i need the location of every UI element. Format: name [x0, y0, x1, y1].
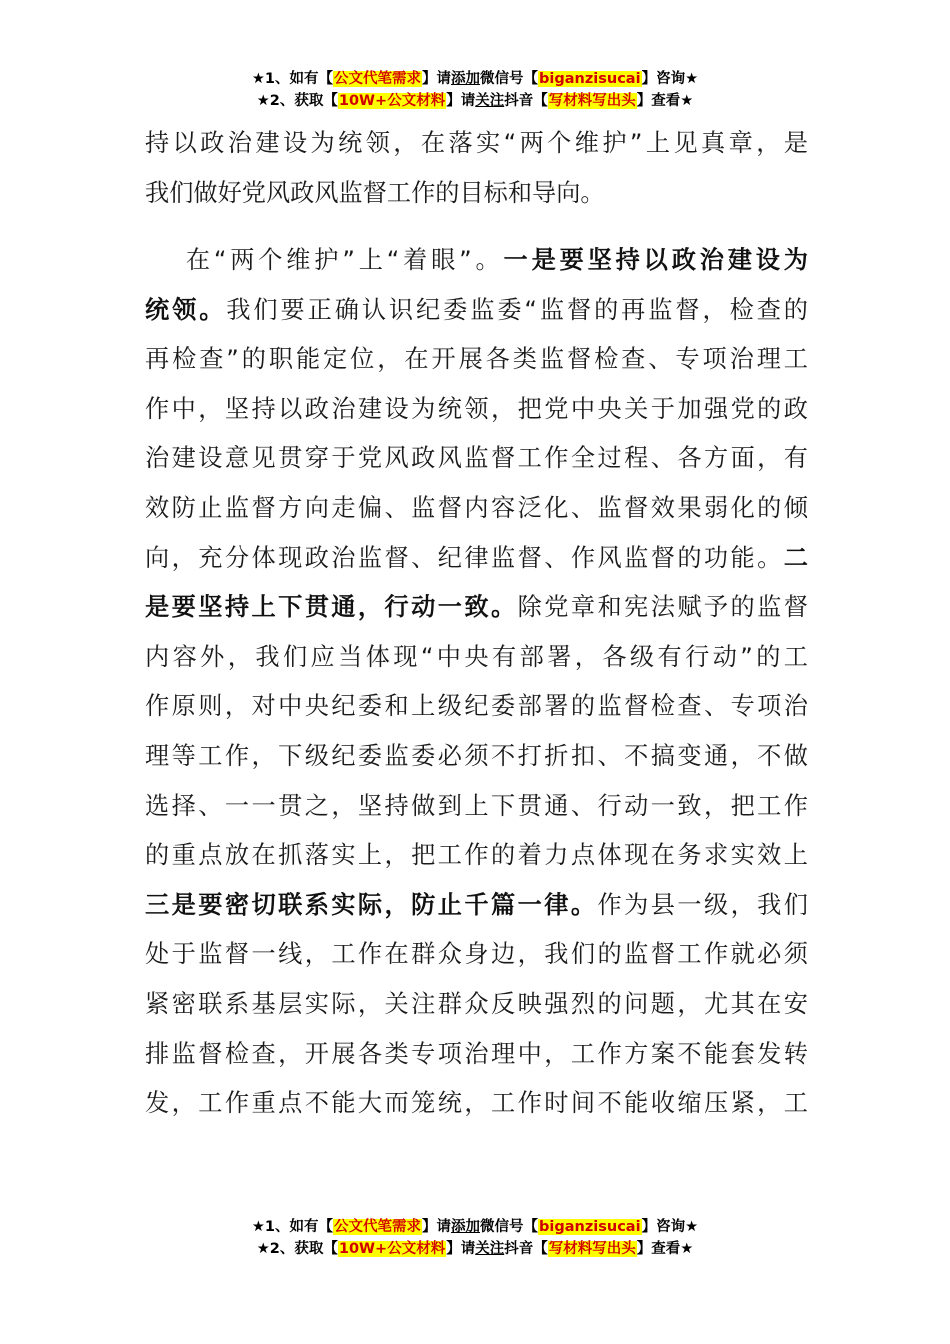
banner-text: 】请: [446, 93, 476, 109]
text-line: [145, 881, 808, 931]
banner-text: 微信号【: [480, 71, 539, 87]
text-line: 作原则，对中央纪委和上级纪委部署的监督检查、专项治: [145, 692, 808, 721]
banner-text: ★2、获取【: [256, 93, 338, 109]
text-line: 排监督检查，开展各类专项治理中，工作方案不能套发转: [145, 1039, 808, 1068]
text-line: 再检查”的职能定位，在开展各类监督检查、专项治理工: [145, 345, 808, 374]
banner-text: ★1、如有【: [251, 71, 334, 87]
text-line: 作中，坚持以政治建设为统领，把党中央关于加强党的政: [145, 394, 808, 423]
highlight-text: 公文代笔需求: [334, 71, 422, 87]
highlight-text: 10W+公文材料: [338, 93, 446, 109]
header-banner: [0, 68, 950, 112]
text-line: 效防止监督方向走偏、监督内容泛化、监督效果弱化的倾: [145, 493, 808, 522]
banner-text: 】请: [446, 1241, 476, 1257]
text-line: [145, 583, 808, 633]
bold-heading: 二: [783, 543, 808, 572]
text-line: [145, 534, 808, 584]
underlined-text: 关注: [475, 93, 505, 109]
underlined-text: 添加: [451, 1219, 481, 1235]
highlight-text: 写材料写出头: [548, 1241, 636, 1257]
footer-banner-line-1: [0, 1216, 950, 1238]
text-line: 的重点放在抓落实上，把工作的着力点体现在务求实效上: [145, 841, 808, 870]
bold-heading: 统领。: [145, 295, 227, 324]
paragraph-2: [145, 236, 808, 1129]
header-banner-line-1: [0, 68, 950, 90]
plain-text: 除党章和宪法赋予的监督: [517, 593, 808, 622]
text-line: 治建设意见贯穿于党风政风监督工作全过程、各方面，有: [145, 444, 808, 473]
plain-text: 我们要正确认识纪委监委“监督的再监督，检查的: [226, 295, 808, 324]
banner-text: 微信号【: [480, 1219, 539, 1235]
text-line: [145, 236, 808, 286]
highlight-text: 公文代笔需求: [334, 1219, 422, 1235]
bold-heading: 一是要坚持以政治建设为: [503, 246, 808, 274]
highlight-text: 写材料写出头: [548, 93, 636, 109]
plain-text: 向，充分体现政治监督、纪律监督、作风监督的功能。: [145, 543, 784, 572]
banner-text: ★2、获取【: [256, 1241, 338, 1257]
text-line: 持以政治建设为统领，在落实“两个维护”上见真章，是: [145, 129, 808, 157]
banner-text: ★1、如有【: [251, 1219, 334, 1235]
paragraph-1: [145, 119, 808, 218]
text-line: [145, 286, 808, 336]
footer-banner-line-2: [0, 1238, 950, 1260]
underlined-text: 关注: [475, 1241, 505, 1257]
banner-text: 抖音【: [504, 1241, 548, 1257]
plain-text: 在“两个维护”上“着眼”。: [182, 246, 504, 274]
highlight-text: biganzisucai: [539, 1219, 641, 1235]
banner-text: 】咨询★: [641, 71, 699, 87]
bold-heading: 三是要密切联系实际，防止千篇一律。: [145, 890, 598, 919]
banner-text: 抖音【: [504, 93, 548, 109]
banner-text: 】查看★: [636, 93, 694, 109]
highlight-text: biganzisucai: [539, 71, 641, 87]
text-line: 内容外，我们应当体现“中央有部署，各级有行动”的工: [145, 642, 808, 671]
banner-text: 】请: [422, 71, 452, 87]
text-line: 发，工作重点不能大而笼统，工作时间不能收缩压紧，工: [145, 1089, 808, 1118]
text-line: 紧密联系基层实际，关注群众反映强烈的问题，尤其在安: [145, 989, 808, 1018]
footer-banner: [0, 1216, 950, 1260]
highlight-text: 10W+公文材料: [338, 1241, 446, 1257]
banner-text: 】请: [422, 1219, 452, 1235]
header-banner-line-2: [0, 90, 950, 112]
text-line: 处于监督一线，工作在群众身边，我们的监督工作就必须: [145, 940, 808, 969]
text-line: 理等工作，下级纪委监委必须不打折扣、不搞变通，不做: [145, 741, 808, 770]
banner-text: 】查看★: [636, 1241, 694, 1257]
bold-heading: 是要坚持上下贯通，行动一致。: [145, 593, 518, 622]
text-line: 我们做好党风政风监督工作的目标和导向。: [145, 178, 605, 207]
banner-text: 】咨询★: [641, 1219, 699, 1235]
underlined-text: 添加: [451, 71, 481, 87]
plain-text: 作为县一级，我们: [597, 890, 808, 919]
text-line: 选择、一一贯之，坚持做到上下贯通、行动一致，把工作: [145, 791, 808, 820]
